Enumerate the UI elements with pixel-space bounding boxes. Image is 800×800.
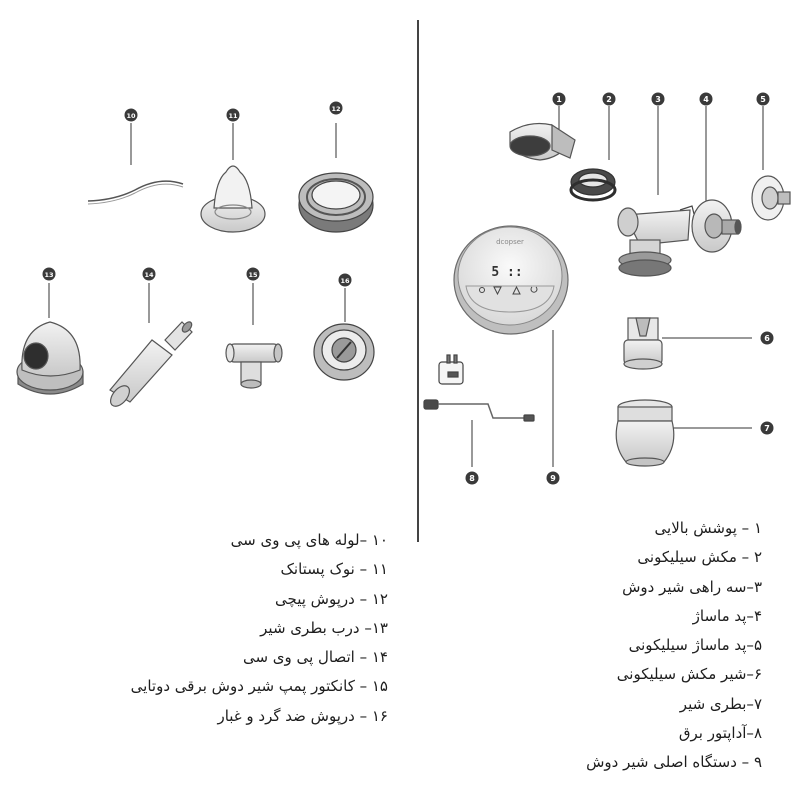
svg-text:12: 12: [331, 105, 341, 113]
svg-text:16: 16: [340, 277, 350, 285]
part-main-pump-unit: [454, 226, 568, 334]
badge-16: [339, 274, 352, 287]
badge-13: [43, 268, 56, 281]
svg-text:8: 8: [469, 474, 475, 483]
part-bottle-lid: [17, 322, 83, 394]
badge-6: [761, 332, 774, 345]
leader-lines-left: [49, 123, 345, 325]
part-silicone-massage-pad: [752, 176, 790, 220]
svg-text:11: 11: [228, 112, 238, 120]
badge-11: [227, 109, 240, 122]
legend-item-16: ۱۶ – درپوش ضد گرد و غبار: [217, 706, 388, 725]
svg-text:1: 1: [556, 95, 562, 104]
badge-1: [553, 93, 566, 106]
svg-text:5: 5: [760, 95, 766, 104]
badge-3: [652, 93, 665, 106]
badge-15: [247, 268, 260, 281]
badge-8: [466, 472, 479, 485]
svg-text:13: 13: [44, 271, 54, 279]
legend-item-8: ۸–آداپتور برق: [678, 724, 762, 743]
device-brand: dcopser: [496, 238, 524, 246]
legend-right: [586, 514, 762, 778]
part-top-cover: [510, 124, 575, 160]
legend-item-4: ۴–پد ماساژ: [692, 606, 762, 625]
legend-item-7: ۷–بطری شیر: [679, 694, 762, 713]
part-power-adapter: [424, 355, 534, 421]
part-screw-cap: [299, 173, 373, 232]
part-three-way-connector: [618, 206, 694, 276]
part-pvc-connector: [107, 320, 194, 410]
badge-2: [603, 93, 616, 106]
badge-14: [143, 268, 156, 281]
svg-text:3: 3: [655, 95, 661, 104]
part-nipple: [201, 166, 265, 232]
badge-7: [761, 422, 774, 435]
svg-text:15: 15: [248, 271, 258, 279]
svg-text:7: 7: [764, 424, 770, 433]
badge-9: [547, 472, 560, 485]
part-milk-bottle: [616, 400, 674, 466]
badge-10: [125, 109, 138, 122]
svg-text:2: 2: [606, 95, 612, 104]
legend-item-3: ۳–سه راهی شیر دوش: [622, 577, 762, 596]
badge-5: [757, 93, 770, 106]
part-massage-pad: [692, 200, 741, 252]
part-pvc-tube: [88, 181, 183, 204]
legend-item-9: ۹ – دستگاه اصلی شیر دوش: [586, 753, 762, 772]
legend-item-5: ۵–پد ماساژ سیلیکونی: [628, 636, 762, 655]
svg-text:4: 4: [703, 95, 709, 104]
legend-item-12: ۱۲ – درپوش پیچی: [275, 589, 388, 608]
legend-item-6: ۶–شیر مکش سیلیکونی: [616, 665, 762, 684]
legend-item-1: ۱ – پوشش بالایی: [654, 519, 762, 537]
legend-item-15: ۱۵ – کانکتور پمپ شیر دوش برقی دوتایی: [130, 677, 388, 696]
badge-4: [700, 93, 713, 106]
svg-text:6: 6: [764, 334, 770, 343]
part-t-connector: [226, 344, 282, 388]
badge-12: [330, 102, 343, 115]
legend-left: [131, 526, 388, 731]
device-display: 5 ::: [491, 265, 523, 280]
part-silicone-valve: [624, 318, 662, 369]
part-dust-cap: [314, 324, 374, 380]
svg-text:14: 14: [144, 271, 154, 279]
legend-item-2: ۲ – مکش سیلیکونی: [637, 548, 762, 567]
legend-item-11: ۱۱ – نوک پستانک: [280, 560, 388, 579]
part-silicone-suction: [571, 169, 615, 200]
legend-item-14: ۱۴ – اتصال پی وی سی: [242, 648, 388, 667]
legend-item-10: ۱۰ –لوله های پی وی سی: [230, 531, 388, 549]
svg-text:9: 9: [550, 474, 556, 483]
svg-text:10: 10: [126, 112, 136, 120]
legend-item-13: ۱۳– درب بطری شیر: [260, 618, 388, 637]
